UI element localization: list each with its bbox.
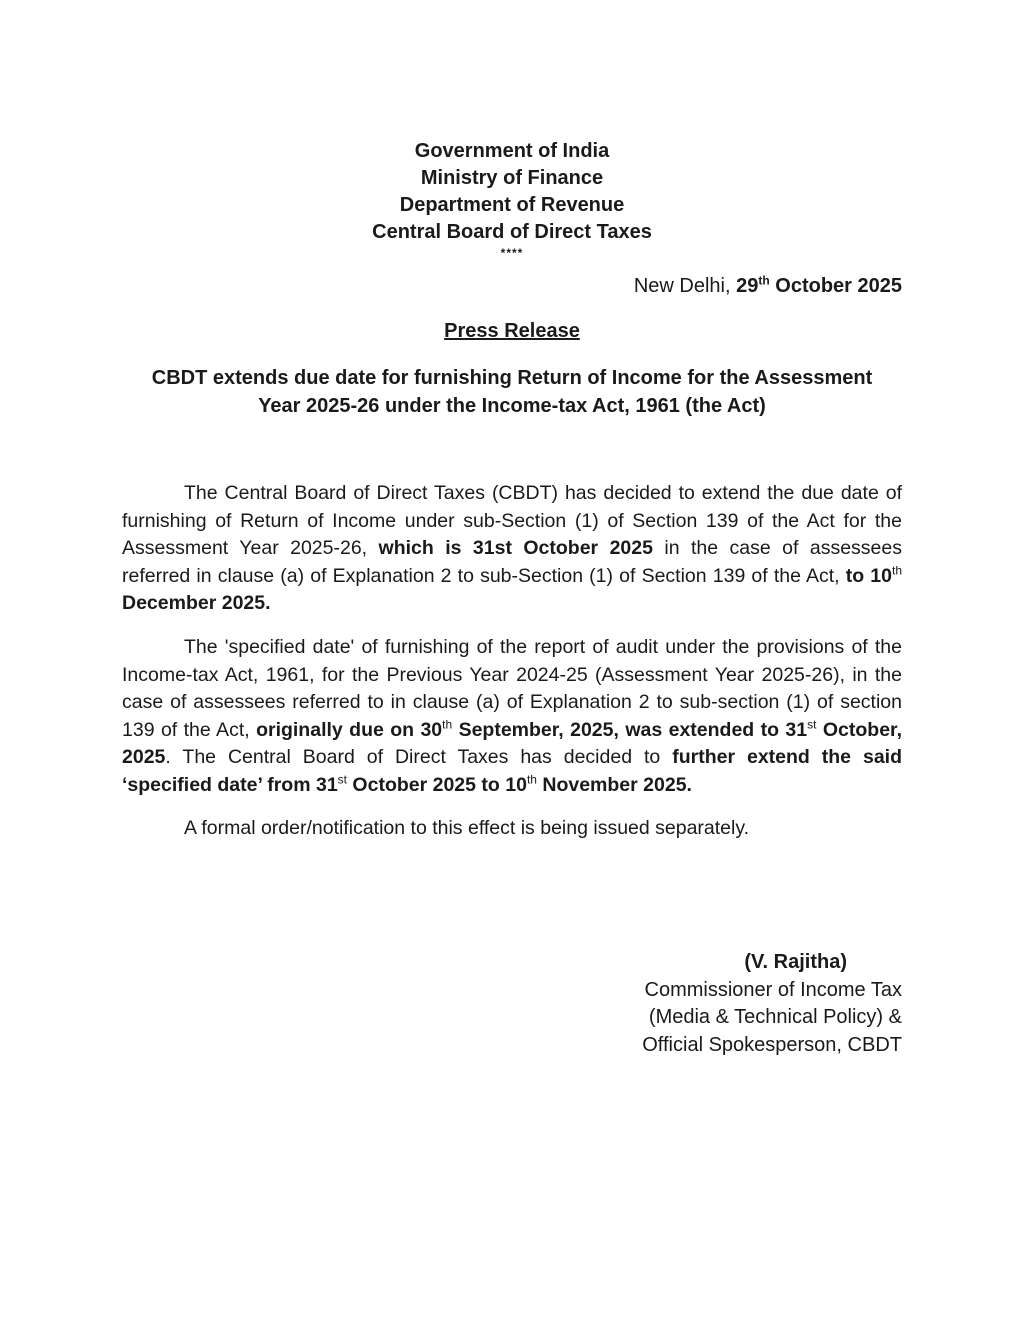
p1-text-2: in the case of assessees referred in clause (a) of Explanation 2 to sub-Section (1) of Section 139 of the Act, (122, 537, 902, 587)
signatory-name: (V. Rajitha) (744, 951, 847, 973)
paragraph-2 (122, 634, 902, 799)
signatory-title-2: (Media & Technical Policy) & (648, 1006, 902, 1028)
header-government: Government of India (414, 140, 610, 162)
signature-block (642, 949, 902, 1059)
p2-text-2: . The Central Board of Direct Taxes has decided to (165, 746, 673, 768)
header-ministry: Ministry of Finance (420, 167, 604, 189)
p1-text-1: The Central Board of Direct Taxes (CBDT) has decided to extend the due date of furnishing of Return of Income under sub-Section (1) of Section 139 of the Act for the Assessment Year 2025-26, (122, 482, 902, 559)
paragraph-1 (122, 480, 902, 618)
p2-text-1: The 'specified date' of furnishing of the report of audit under the provisions of the Income-tax Act, 1961, for the Previous Year 2024-25 (Assessment Year 2025-26), in the case of assessees referred to in clause (a) of Explanation 2 to sub-section (1) of section 139 of the Act, (122, 636, 902, 741)
p1-bold-3: December 2025. (122, 592, 271, 614)
dateline-day-suffix: th (758, 273, 770, 288)
dateline-day: 29 (736, 275, 759, 297)
p2-sup-4: th (526, 772, 537, 786)
paragraph-3 (122, 815, 902, 843)
p3-text: A formal order/notification to this effect is being issued separately. (184, 817, 750, 839)
p1-bold-2: to 10 (845, 564, 892, 587)
letterhead (0, 138, 1024, 260)
p2-bold-6: November 2025. (536, 773, 692, 796)
p1-sup-1: th (892, 563, 903, 577)
header-department: Department of Revenue (399, 194, 625, 216)
signatory-title-3: Official Spokesperson, CBDT (642, 1033, 902, 1056)
p2-bold-4: further extend the said ‘specified date’ from 31 (122, 746, 902, 796)
p2-bold-3: October, 2025 (122, 718, 902, 768)
header-board: Central Board of Direct Taxes (372, 221, 652, 243)
p2-bold-1: originally due on 30 (256, 718, 443, 741)
p2-bold-5: October 2025 to 10 (347, 773, 527, 796)
document-title: Press Release (444, 320, 580, 342)
p2-bold-2: September, 2025, was extended to 31 (452, 718, 808, 741)
p2-sup-2: st (807, 717, 817, 731)
p1-bold-1: which is 31st October 2025 (378, 537, 653, 559)
p2-sup-1: th (442, 717, 453, 731)
signatory-title-1: Commissioner of Income Tax (644, 978, 902, 1001)
dateline-month-year: October 2025 (775, 275, 902, 297)
subject-line-2: Year 2025-26 under the Income-tax Act, 1961 (the Act) (258, 395, 766, 417)
p2-sup-3: st (337, 772, 348, 786)
header-separator: **** (500, 246, 524, 260)
dateline (634, 275, 902, 298)
subject-line-1: CBDT extends due date for furnishing Return of Income for the Assessment (151, 367, 873, 389)
subject-heading (122, 364, 902, 420)
dateline-place: New Delhi, (633, 275, 731, 297)
